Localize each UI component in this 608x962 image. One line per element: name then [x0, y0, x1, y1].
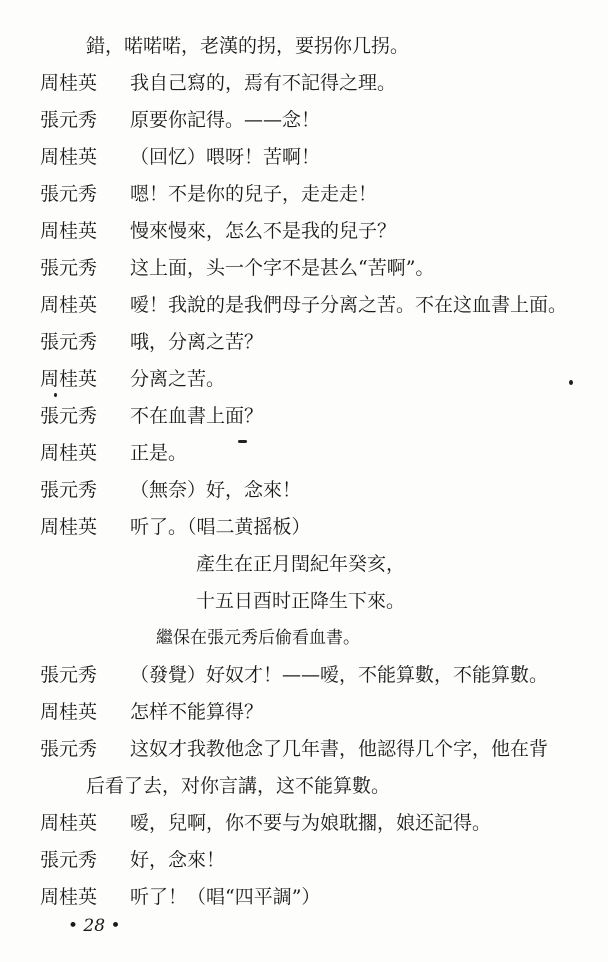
speech-text: 听了！（唱“四平調”）: [130, 886, 321, 908]
speaker-name: 張元秀: [40, 664, 98, 686]
speech-text: 嗳，兒啊，你不要与为娘耽擱，娘还記得。: [130, 812, 492, 834]
aria-text: 產生在正月閏紀年癸亥，: [196, 553, 406, 575]
speaker-name: 張元秀: [40, 405, 98, 427]
speech-text: 正是。: [130, 442, 188, 464]
speech-text: 嗯！不是你的兒子，走走走！: [130, 183, 378, 205]
cont-text: 后看了去，对你言講，这不能算數。: [86, 775, 391, 797]
speaker-name: 周桂英: [40, 146, 98, 168]
speaker-name: 周桂英: [40, 220, 98, 242]
stage-text: 繼保在張元秀后偷看血書。: [156, 628, 360, 648]
speaker-name: 周桂英: [40, 294, 98, 316]
speaker-name: 張元秀: [40, 257, 98, 279]
page-number: • 28 •: [68, 916, 121, 936]
speaker-name: 周桂英: [40, 368, 98, 390]
speech-text: 分离之苦。: [130, 368, 226, 390]
speech-text: 怎样不能算得？: [130, 701, 264, 723]
speech-text: （回忆）喂呀！苦啊！: [130, 146, 321, 168]
speech-text: 嗳！我說的是我們母子分离之苦。不在这血書上面。: [130, 294, 568, 316]
speaker-name: 周桂英: [40, 516, 98, 538]
speech-text: 哦，分离之苦？: [130, 331, 264, 353]
speaker-name: 張元秀: [40, 183, 98, 205]
speaker-name: 張元秀: [40, 738, 98, 760]
aria-text: 十五日酉时正降生下來。: [196, 590, 406, 612]
speech-text: 这上面，头一个字不是甚么“苦啊”。: [130, 257, 435, 279]
ink-speck: [569, 380, 573, 385]
speech-text: （無奈）好，念來！: [130, 479, 302, 501]
speaker-name: 周桂英: [40, 886, 98, 908]
speech-text: 好，念來！: [130, 849, 226, 871]
ink-speck: [238, 440, 247, 443]
speech-text: 不在血書上面？: [130, 405, 264, 427]
speaker-name: 周桂英: [40, 442, 98, 464]
speech-text: 慢來慢來，怎么不是我的兒子？: [130, 220, 397, 242]
speaker-name: 張元秀: [40, 109, 98, 131]
speech-text: 原要你記得。——念！: [130, 109, 321, 131]
speech-text: 我自己寫的，焉有不記得之理。: [130, 72, 397, 94]
speaker-name: 周桂英: [40, 701, 98, 723]
ink-speck: [54, 393, 57, 397]
speech-text: 听了。（唱二黄摇板）: [130, 516, 311, 538]
speech-text: 这奴才我教他念了几年書，他認得几个字，他在背: [130, 738, 549, 760]
speaker-name: 周桂英: [40, 72, 98, 94]
speaker-name: 周桂英: [40, 812, 98, 834]
speaker-name: 張元秀: [40, 479, 98, 501]
speaker-name: 張元秀: [40, 849, 98, 871]
speaker-name: 張元秀: [40, 331, 98, 353]
speech-text: （發覺）好奴才！——嗳，不能算數，不能算數。: [130, 664, 549, 686]
cont-text: 錯，喏喏喏，老漢的拐，要拐你几拐。: [86, 35, 410, 57]
